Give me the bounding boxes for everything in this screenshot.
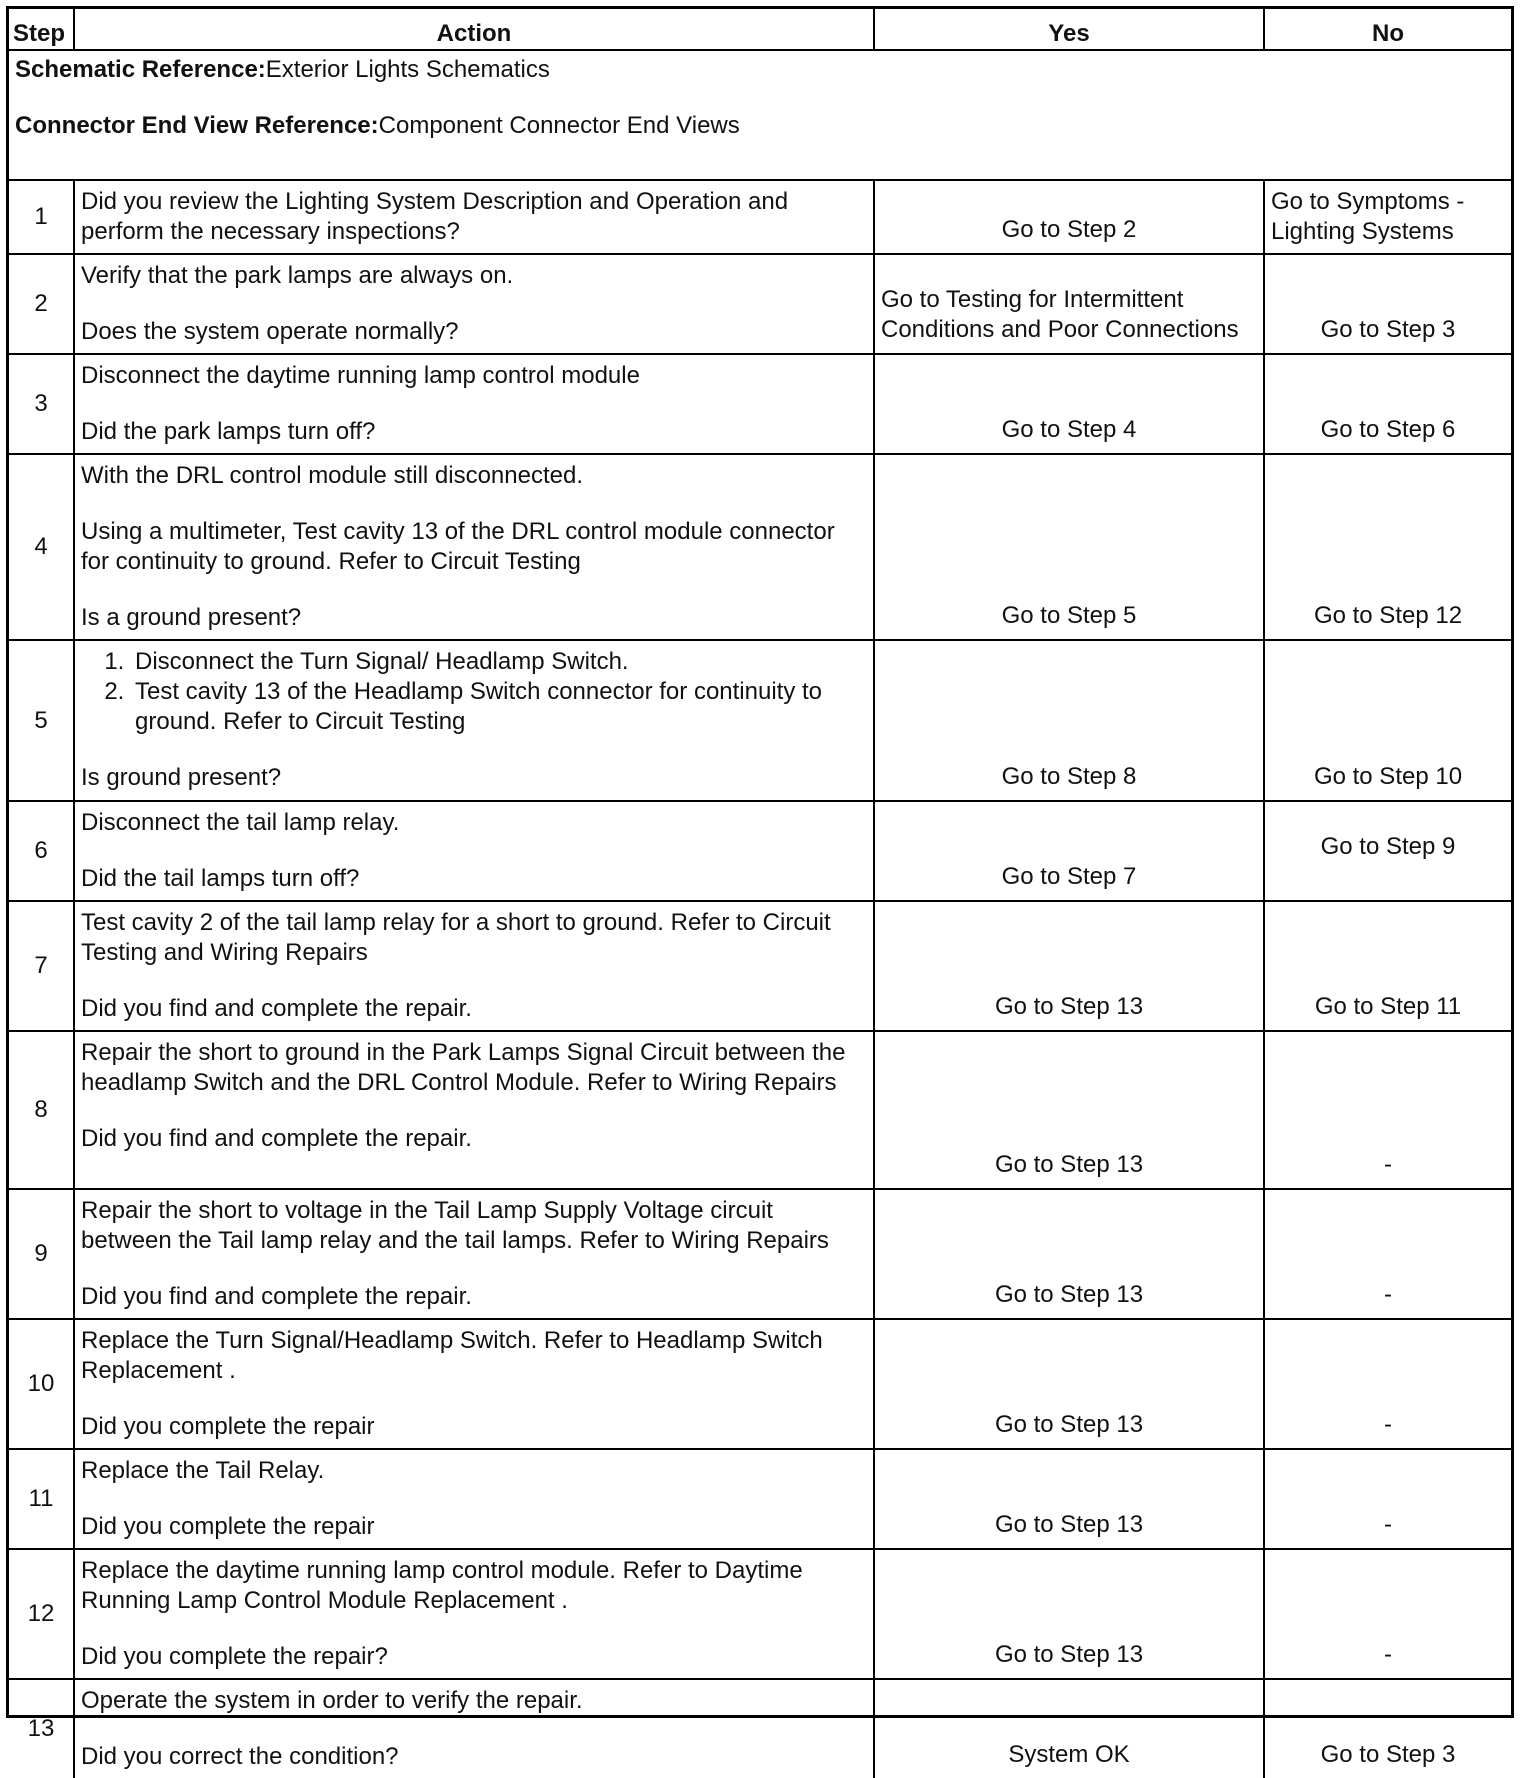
action-cell — [74, 640, 874, 801]
table-row — [9, 640, 1511, 801]
action-cell — [74, 1189, 874, 1319]
yes-cell: Go to Step 13 — [874, 1449, 1264, 1549]
table-row — [9, 901, 1511, 1031]
action-text: Replace the Turn Signal/Headlamp Switch. Refer to Headlamp Switch Replacement . — [81, 1327, 823, 1384]
connector-reference — [15, 111, 1505, 141]
action-question: Is a ground present? — [81, 604, 302, 631]
action-cell — [74, 1679, 874, 1778]
list-item: 1. Disconnect the Turn Signal/ Headlamp Switch. — [131, 647, 867, 677]
header-yes: Yes — [874, 9, 1264, 50]
no-cell: Go to Step 3 — [1264, 254, 1511, 354]
step-number: 5 — [9, 640, 74, 801]
action-text: Verify that the park lamps are always on. — [81, 262, 514, 289]
step-number: 7 — [9, 901, 74, 1031]
action-question: Did you find and complete the repair. — [81, 1125, 472, 1152]
action-cell — [74, 1319, 874, 1449]
action-text: Disconnect the daytime running lamp control module — [81, 362, 640, 389]
yes-cell: Go to Step 5 — [874, 454, 1264, 640]
table-row — [9, 801, 1511, 901]
table-row — [9, 1031, 1511, 1189]
step-number: 8 — [9, 1031, 74, 1189]
yes-cell: Go to Step 13 — [874, 901, 1264, 1031]
step-number: 12 — [9, 1549, 74, 1679]
step-number: 2 — [9, 254, 74, 354]
action-cell — [74, 254, 874, 354]
action-cell — [74, 1549, 874, 1679]
reference-row — [9, 50, 1511, 180]
table-row — [9, 1189, 1511, 1319]
yes-cell: System OK — [874, 1679, 1264, 1778]
action-text: Repair the short to voltage in the Tail Lamp Supply Voltage circuit between the Tail lamp relay and the tail lamps. Refer to Wiring Repairs — [81, 1197, 829, 1254]
step-number: 9 — [9, 1189, 74, 1319]
action-text: With the DRL control module still disconnected. — [81, 462, 584, 489]
action-question: Did you complete the repair — [81, 1513, 375, 1540]
table-row — [9, 254, 1511, 354]
no-cell: - — [1264, 1189, 1511, 1319]
action-question: Did you correct the condition? — [81, 1743, 399, 1770]
yes-cell: Go to Step 13 — [874, 1549, 1264, 1679]
action-question: Did the tail lamps turn off? — [81, 865, 360, 892]
step-number: 13 — [9, 1679, 74, 1778]
step-number: 3 — [9, 354, 74, 454]
action-cell — [74, 801, 874, 901]
step-number: 10 — [9, 1319, 74, 1449]
schematic-reference — [15, 55, 1505, 85]
action-question: Did you find and complete the repair. — [81, 1283, 472, 1310]
yes-cell: Go to Step 2 — [874, 180, 1264, 254]
no-cell: - — [1264, 1031, 1511, 1189]
yes-cell: Go to Step 7 — [874, 801, 1264, 901]
action-cell — [74, 180, 874, 254]
action-text: Using a multimeter, Test cavity 13 of the DRL control module connector for continuity to ground. Refer to Circuit Testing — [81, 518, 835, 575]
no-cell: Go to Symptoms - Lighting Systems — [1264, 180, 1511, 254]
table-row — [9, 1679, 1511, 1778]
no-cell: Go to Step 10 — [1264, 640, 1511, 801]
header-no: No — [1264, 9, 1511, 50]
action-steps-list — [81, 647, 867, 737]
schematic-reference-label: Schematic Reference: — [15, 56, 266, 83]
action-question: Does the system operate normally? — [81, 318, 459, 345]
action-cell — [74, 1449, 874, 1549]
yes-cell: Go to Step 4 — [874, 354, 1264, 454]
yes-cell: Go to Step 13 — [874, 1189, 1264, 1319]
yes-cell: Go to Testing for Intermittent Conditions and Poor Connections — [874, 254, 1264, 354]
action-cell — [74, 901, 874, 1031]
action-question: Did you find and complete the repair. — [81, 995, 472, 1022]
no-cell: - — [1264, 1319, 1511, 1449]
no-cell: Go to Step 11 — [1264, 901, 1511, 1031]
no-cell: - — [1264, 1449, 1511, 1549]
action-text: Operate the system in order to verify the repair. — [81, 1687, 583, 1714]
step-number: 1 — [9, 180, 74, 254]
table-row — [9, 454, 1511, 640]
action-text: Repair the short to ground in the Park Lamps Signal Circuit between the headlamp Switch and the DRL Control Module. Refer to Wiring Repairs — [81, 1039, 846, 1096]
yes-cell: Go to Step 8 — [874, 640, 1264, 801]
header-step: Step — [9, 9, 74, 50]
step-number: 6 — [9, 801, 74, 901]
action-question: Did you complete the repair? — [81, 1643, 388, 1670]
schematic-reference-value: Exterior Lights Schematics — [265, 56, 550, 83]
table-row — [9, 180, 1511, 254]
yes-cell: Go to Step 13 — [874, 1319, 1264, 1449]
connector-reference-label: Connector End View Reference: — [15, 112, 379, 139]
action-question: Did you complete the repair — [81, 1413, 375, 1440]
diagnostic-table-frame — [6, 6, 1514, 1770]
action-text: Test cavity 2 of the tail lamp relay for a short to ground. Refer to Circuit Testing and Wiring Repairs — [81, 909, 831, 966]
action-cell — [74, 1031, 874, 1189]
action-cell — [74, 454, 874, 640]
action-text: Disconnect the tail lamp relay. — [81, 809, 400, 836]
diagnostic-table — [9, 9, 1511, 1778]
no-cell: Go to Step 6 — [1264, 354, 1511, 454]
table-row — [9, 1549, 1511, 1679]
action-text: Replace the Tail Relay. — [81, 1457, 325, 1484]
step-number: 4 — [9, 454, 74, 640]
action-text: Replace the daytime running lamp control module. Refer to Daytime Running Lamp Control Module Replacement . — [81, 1557, 803, 1614]
action-text: Did you review the Lighting System Description and Operation and perform the necessary inspections? — [81, 188, 789, 245]
connector-reference-value: Component Connector End Views — [378, 112, 740, 139]
action-question: Is ground present? — [81, 764, 282, 791]
table-row — [9, 354, 1511, 454]
list-item: 2. Test cavity 13 of the Headlamp Switch connector for continuity to ground. Refer to Circuit Testing — [131, 677, 867, 737]
table-row — [9, 1319, 1511, 1449]
yes-cell: Go to Step 13 — [874, 1031, 1264, 1189]
no-cell: Go to Step 12 — [1264, 454, 1511, 640]
no-cell: Go to Step 9 — [1264, 801, 1511, 901]
action-cell — [74, 354, 874, 454]
no-cell: Go to Step 3 — [1264, 1679, 1511, 1778]
reference-cell — [9, 50, 1511, 180]
step-number: 11 — [9, 1449, 74, 1549]
action-question: Did the park lamps turn off? — [81, 418, 376, 445]
header-action: Action — [74, 9, 874, 50]
table-row — [9, 1449, 1511, 1549]
no-cell: - — [1264, 1549, 1511, 1679]
header-row — [9, 9, 1511, 50]
